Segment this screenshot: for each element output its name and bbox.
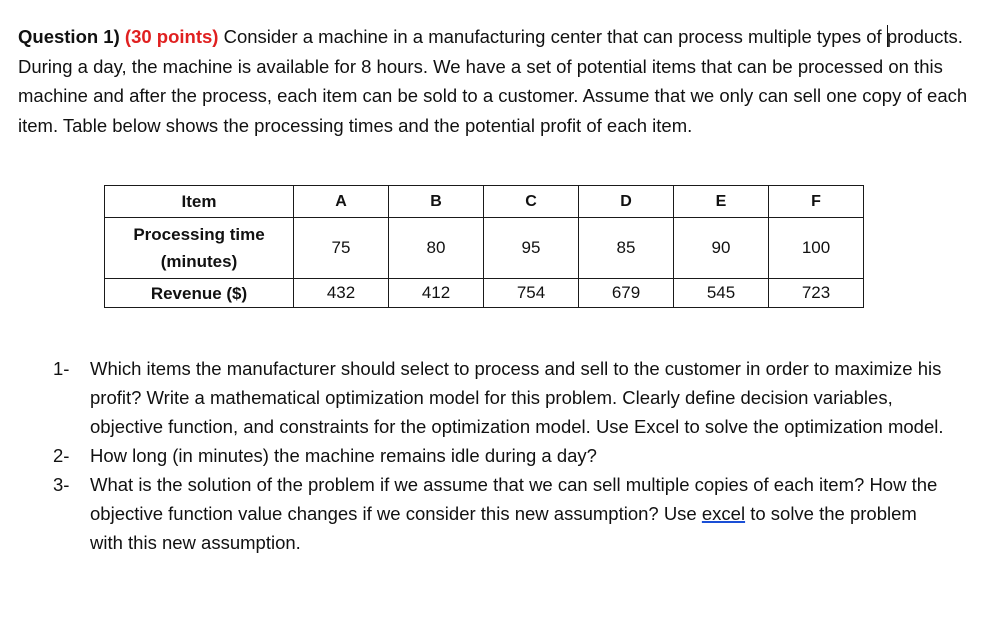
subquestion-number: 1- [53,358,70,379]
subquestion-list [53,354,953,557]
subquestion-number: 2- [53,445,70,466]
subquestion-number: 3- [53,474,70,495]
time-cell: 85 [579,218,674,279]
revenue-cell: 754 [484,279,579,308]
revenue-cell: 432 [294,279,389,308]
revenue-label-cell: Revenue ($) [105,279,294,308]
question-intro [18,22,978,140]
subquestion-text-after: to solve the problem with this new assumption. [90,503,917,553]
subquestion-text: How long (in minutes) the machine remains idle during a day? [90,445,597,466]
question-label: Question 1) [18,26,120,47]
list-item [53,354,953,441]
time-cell: 80 [389,218,484,279]
subquestion-text [90,470,953,557]
revenue-cell: 723 [769,279,864,308]
processing-time-label-line2: (minutes) [160,252,238,271]
revenue-cell: 679 [579,279,674,308]
time-cell: 90 [674,218,769,279]
revenue-cell: 412 [389,279,484,308]
question-text-lead: Consider a machine in a manufacturing center that can process multiple types of [223,26,882,47]
item-cell: A [294,186,389,218]
table-header-row [105,186,864,218]
items-table [104,185,864,308]
time-cell: 95 [484,218,579,279]
header-label-cell: Item [105,186,294,218]
question-points: (30 points) [124,26,219,47]
processing-time-label-cell [105,218,294,279]
spellcheck-underlined-word: excel [701,503,746,524]
question-text-rest: products. During a day, the machine is available for 8 hours. We have a set of potential items that can be processed on this machine and after the process, each item can be sold to a customer. Assume that we only can sell one copy of each item. Table below shows the processing times and the potential profit of each item. [18,26,968,136]
table-row-revenue [105,279,864,308]
item-cell: D [579,186,674,218]
item-cell: F [769,186,864,218]
list-item [53,441,953,470]
revenue-cell: 545 [674,279,769,308]
item-cell: B [389,186,484,218]
time-cell: 100 [769,218,864,279]
table-row-processing-time [105,218,864,279]
item-cell: E [674,186,769,218]
subquestion-text-before: What is the solution of the problem if we assume that we can sell multiple copies of each item? How the objective function value changes if we consider this new assumption? Use [90,474,938,524]
subquestion-text: Which items the manufacturer should select to process and sell to the customer in order to maximize his profit? Write a mathematical optimization model for this problem. Clearly define decision variables, objective function, and constraints for the optimization model. Use Excel to solve the optimization model. [90,358,944,437]
item-cell: C [484,186,579,218]
list-item [53,470,953,557]
time-cell: 75 [294,218,389,279]
processing-time-label-line1: Processing time [133,225,265,244]
